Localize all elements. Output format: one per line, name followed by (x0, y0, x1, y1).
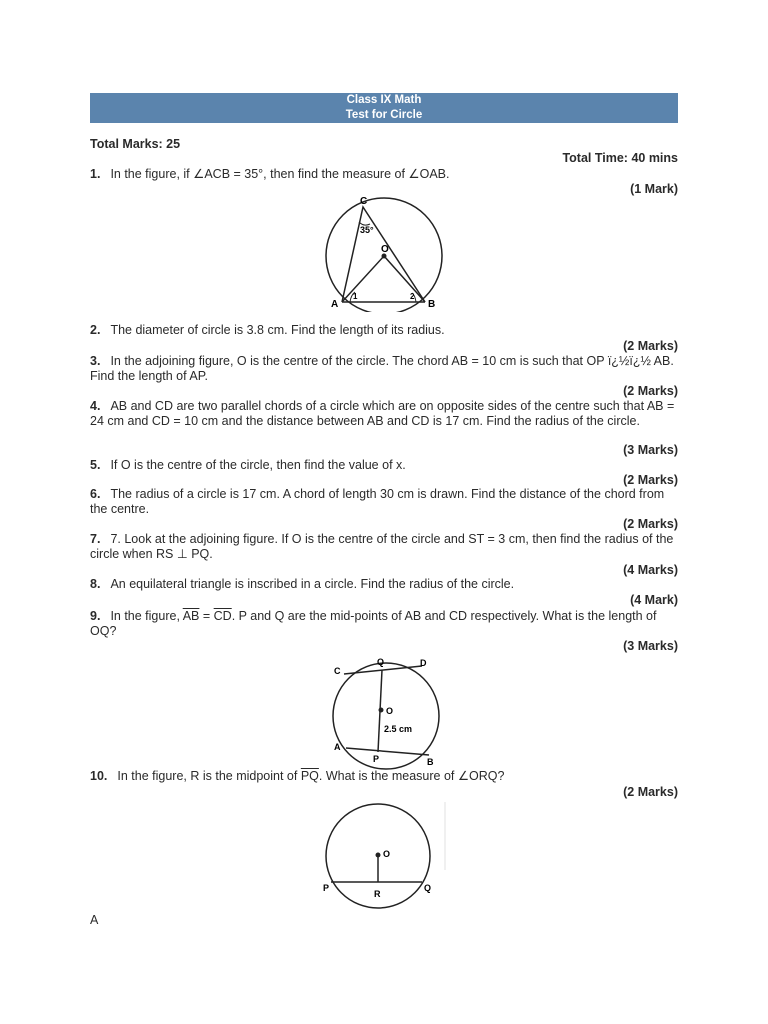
centre-dot (376, 853, 381, 858)
question-10-marks: (2 Marks) (623, 785, 678, 799)
question-3 (90, 354, 678, 384)
label-r: R (374, 889, 381, 899)
label-c: C (334, 666, 341, 676)
question-text: If O is the centre of the circle, then find the value of x. (110, 458, 406, 472)
question-text: In the adjoining figure, O is the centre of the circle. The chord AB = 10 cm is such that OP ï¿½ï¿½ AB. Find the length of AP. (90, 354, 674, 383)
question-2 (90, 323, 678, 338)
label-c: C (360, 196, 368, 207)
question-number: 4. (90, 399, 101, 413)
total-marks: Total Marks: 25 (90, 137, 181, 151)
label-angle-35: 35° (360, 225, 374, 235)
label-o: O (383, 849, 391, 859)
label-b: B (427, 757, 434, 767)
label-p: P (323, 883, 330, 893)
label-q: Q (377, 657, 385, 667)
equals-sign: = (199, 609, 214, 623)
question-4 (90, 399, 678, 429)
question-5-marks: (2 Marks) (623, 473, 678, 487)
question-number: 6. (90, 487, 101, 501)
question-text: An equilateral triangle is inscribed in a circle. Find the radius of the circle. (110, 577, 515, 591)
question-text: AB and CD are two parallel chords of a circle which are on opposite sides of the centre such that AB = 24 cm and CD = 10 cm and the distance between AB and CD is 17 cm. Find the radius of the circle. (90, 399, 675, 428)
question-6 (90, 487, 678, 517)
label-o: O (386, 706, 394, 716)
title-line-test: Test for Circle (345, 109, 423, 121)
title-line-class: Class IX Math (346, 94, 422, 106)
question-4-marks: (3 Marks) (623, 443, 678, 457)
question-text-end: . P and Q are the mid-points of AB and CD respectively. What is the length of OQ? (90, 609, 657, 638)
question-1 (90, 167, 678, 182)
figure-circle-chords (326, 652, 446, 772)
label-angle-1: 1 (353, 292, 358, 301)
question-number: 7. (90, 532, 101, 546)
question-7-marks: (4 Marks) (623, 563, 678, 577)
label-length: 2.5 cm (384, 724, 413, 734)
question-5 (90, 458, 678, 473)
label-a: A (331, 299, 339, 310)
question-10 (90, 769, 678, 784)
label-angle-2: 2 (410, 292, 415, 301)
arc-cd: $\overline{CD}$ (213, 609, 232, 623)
question-number: 1. (90, 167, 101, 181)
chord-cd (344, 666, 422, 674)
label-d: D (420, 658, 427, 668)
label-p: P (373, 754, 380, 764)
question-number: 2. (90, 323, 101, 337)
question-number: 10. (90, 769, 108, 783)
arc-ab: $\overline{AB}$ (182, 609, 200, 623)
question-text-start: In the figure, R is the midpoint of (117, 769, 301, 783)
question-number: 3. (90, 354, 101, 368)
question-number: 8. (90, 577, 101, 591)
figure-circle-midpoint (318, 802, 448, 914)
question-7 (90, 532, 678, 562)
question-9-marks: (3 Marks) (623, 639, 678, 653)
question-number: 9. (90, 609, 101, 623)
question-6-marks: (2 Marks) (623, 517, 678, 531)
question-8 (90, 577, 678, 592)
question-text: The diameter of circle is 3.8 cm. Find the length of its radius. (110, 323, 445, 337)
footer-text: A (90, 913, 99, 927)
label-b: B (428, 299, 436, 310)
label-o: O (381, 244, 389, 255)
total-time: Total Time: 40 mins (562, 151, 678, 165)
segment-pq-label: $\overline{PQ}$ (300, 769, 319, 783)
question-text: 7. Look at the adjoining figure. If O is the centre of the circle and ST = 3 cm, then find the radius of the circle when RS ⊥ PQ. (90, 532, 674, 561)
question-1-marks: (1 Mark) (630, 182, 678, 196)
question-number: 5. (90, 458, 101, 472)
question-2-marks: (2 Marks) (623, 339, 678, 353)
label-a: A (334, 742, 341, 752)
centre-dot (379, 708, 384, 713)
question-8-marks: (4 Mark) (630, 593, 678, 607)
question-text-start: In the figure, (110, 609, 183, 623)
question-text: The radius of a circle is 17 cm. A chord of length 30 cm is drawn. Find the distance of the chord from the centre. (90, 487, 665, 516)
label-q: Q (424, 883, 432, 893)
figure-circle-triangle (320, 194, 450, 312)
question-3-marks: (2 Marks) (623, 384, 678, 398)
chord-ab (346, 748, 429, 755)
question-9 (90, 609, 678, 639)
circle-outline (333, 663, 439, 769)
title-banner (90, 93, 678, 123)
question-text: In the figure, if ∠ACB = 35°, then find the measure of ∠OAB. (110, 167, 450, 181)
question-text-end: . What is the measure of ∠ORQ? (318, 769, 505, 783)
